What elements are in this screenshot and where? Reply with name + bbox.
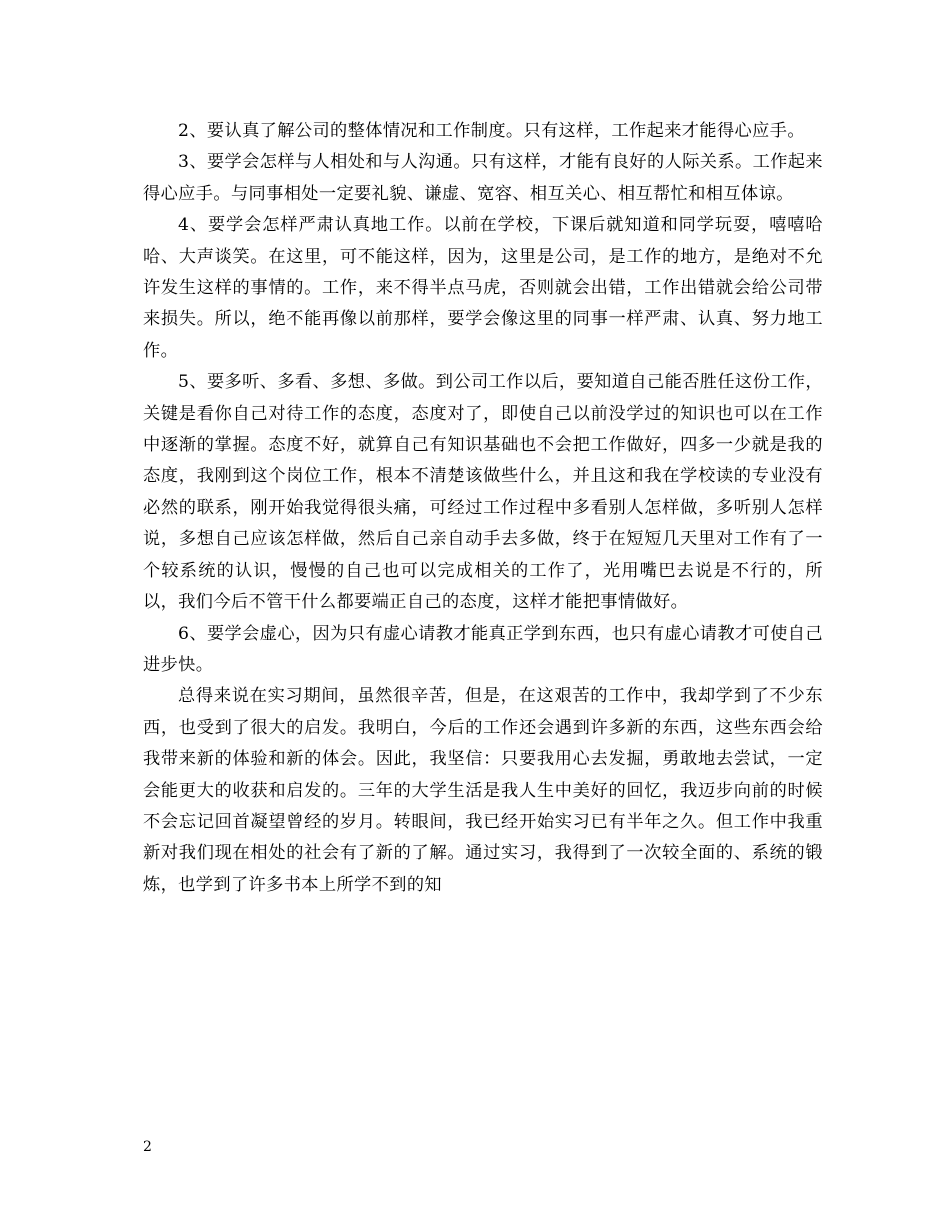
page-number: 2 <box>143 1139 152 1155</box>
paragraph-item-6: 6、要学会虚心，因为只有虚心请教才能真正学到东西，也只有虚心请教才可使自己进步快。 <box>143 623 823 675</box>
document-body <box>143 116 823 901</box>
paragraph-item-4: 4、要学会怎样严肃认真地工作。以前在学校，下课后就知道和同学玩耍，嘻嘻哈哈、大声谈笑。在这里，可不能这样，因为，这里是公司，是工作的地方，是绝对不允许发生这样的事情的。工作，来不得半点马虎，否则就会出错，工作出错就会给公司带来损失。所以，绝不能再像以前那样，要学会像这里的同事一样严肃、认真、努力地工作。 <box>143 215 823 361</box>
paragraph-item-2: 2、要认真了解公司的整体情况和工作制度。只有这样，工作起来才能得心应手。 <box>178 121 805 141</box>
paragraph-summary: 总得来说在实习期间，虽然很辛苦，但是，在这艰苦的工作中，我却学到了不少东西，也受到了很大的启发。我明白，今后的工作还会遇到许多新的东西，这些东西会给我带来新的体验和新的体会。因此，我坚信：只要我用心去发掘，勇敢地去尝试，一定会能更大的收获和启发的。三年的大学生活是我人生中美好的回忆，我迈步向前的时候不会忘记回首凝望曾经的岁月。转眼间，我已经开始实习已有半年之久。但工作中我重新对我们现在相处的社会有了新的了解。通过实习，我得到了一次较全面的、系统的锻炼，也学到了许多书本上所学不到的知 <box>143 686 823 895</box>
paragraph-item-5: 5、要多听、多看、多想、多做。到公司工作以后，要知道自己能否胜任这份工作，关键是看你自己对待工作的态度，态度对了，即使自己以前没学过的知识也可以在工作中逐渐的掌握。态度不好，就算自己有知识基础也不会把工作做好，四多一少就是我的态度，我刚到这个岗位工作，根本不清楚该做些什么，并且这和我在学校读的专业没有必然的联系，刚开始我觉得很头痛，可经过工作过程中多看别人怎样做，多听别人怎样说，多想自己应该怎样做，然后自己亲自动手去多做，终于在短短几天里对工作有了一个较系统的认识，慢慢的自己也可以完成相关的工作了，光用嘴巴去说是不行的，所以，我们今后不管干什么都要端正自己的态度，这样才能把事情做好。 <box>143 372 823 613</box>
paragraph-item-3: 3、要学会怎样与人相处和与人沟通。只有这样，才能有良好的人际关系。工作起来得心应手。与同事相处一定要礼貌、谦虚、宽容、相互关心、相互帮忙和相互体谅。 <box>143 152 823 204</box>
